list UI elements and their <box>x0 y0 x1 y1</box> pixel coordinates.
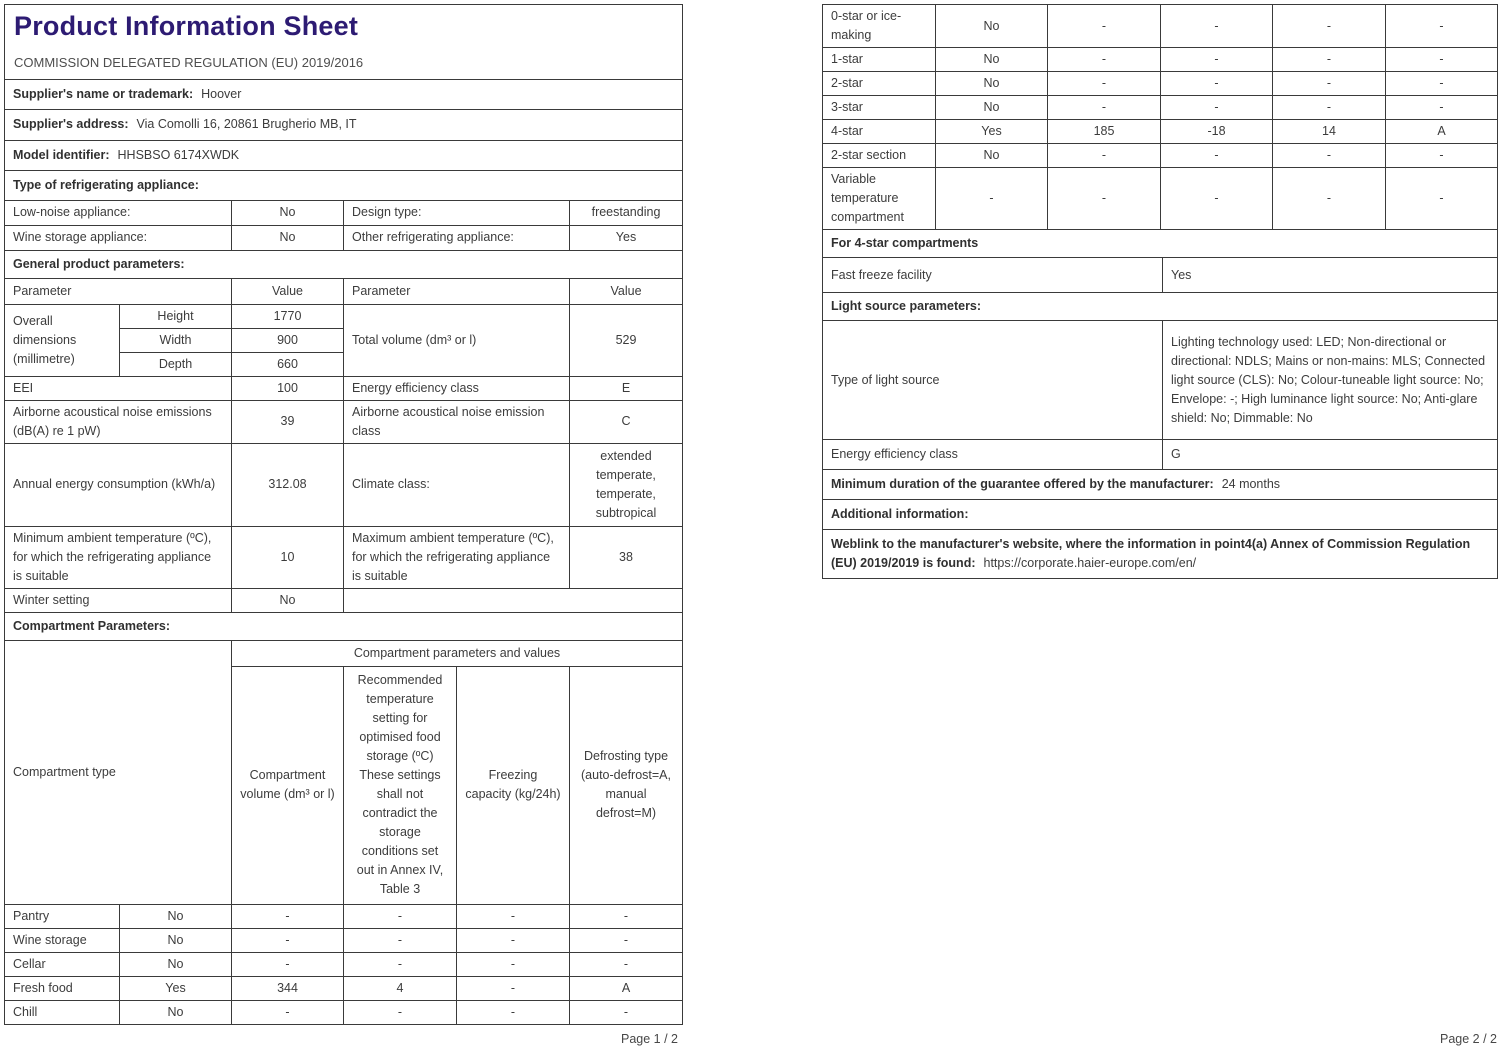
noise-class-label: Airborne acoustical noise emission class <box>344 400 570 443</box>
compartment-type-header: Compartment type <box>5 640 232 904</box>
star-defrost-cell: - <box>1386 72 1498 96</box>
other-appliance-value: Yes <box>570 225 683 250</box>
additional-info-header: Additional information: <box>823 500 1498 530</box>
star-type-cell: 2-star section <box>823 144 936 168</box>
light-source-value: Lighting technology used: LED; Non-directional or directional: NDLS; Mains or non-mains: MLS; Connected light source (CLS): No; Colour-tuneable light source: No; Envelope: -; High luminance light source: No; Anti-glare shield: No; Dimmable: No <box>1163 321 1498 440</box>
compartment-freezing-cell: - <box>457 928 570 952</box>
star-present-cell: No <box>936 144 1048 168</box>
compartment-defrost-cell: A <box>570 976 683 1000</box>
noise-class-value: C <box>570 400 683 443</box>
table-row <box>823 48 1498 72</box>
star-temperature-cell: - <box>1161 168 1273 230</box>
compartment-section-header: Compartment Parameters: <box>5 612 683 640</box>
star-type-cell: 3-star <box>823 96 936 120</box>
dimension-height-value: 1770 <box>232 304 344 328</box>
star-defrost-cell: A <box>1386 120 1498 144</box>
star-volume-cell: - <box>1048 96 1161 120</box>
column-header-value-2: Value <box>570 278 683 304</box>
star-volume-cell: - <box>1048 48 1161 72</box>
star-freezing-cell: - <box>1273 144 1386 168</box>
page-number-1: Page 1 / 2 <box>621 1032 678 1046</box>
table-row <box>823 72 1498 96</box>
winter-setting-label: Winter setting <box>5 588 232 612</box>
compartment-present-cell: No <box>120 952 232 976</box>
compartment-defrost-header: Defrosting type (auto-defrost=A, manual defrost=M) <box>570 666 683 904</box>
compartment-group-header: Compartment parameters and values <box>232 640 683 666</box>
dimension-depth-value: 660 <box>232 352 344 376</box>
star-type-cell: Variable temperature compartment <box>823 168 936 230</box>
supplier-address-label: Supplier's address: <box>13 117 129 132</box>
star-type-cell: 1-star <box>823 48 936 72</box>
compartment-freezing-header: Freezing capacity (kg/24h) <box>457 666 570 904</box>
compartment-temperature-cell: - <box>344 904 457 928</box>
compartment-volume-cell: 344 <box>232 976 344 1000</box>
compartment-temperature-cell: - <box>344 952 457 976</box>
star-freezing-cell: - <box>1273 168 1386 230</box>
climate-class-value: extended temperate, temperate, subtropical <box>570 443 683 526</box>
overall-dimensions-label: Overall dimensions (millimetre) <box>5 304 120 376</box>
compartment-freezing-cell: - <box>457 1000 570 1024</box>
star-freezing-cell: - <box>1273 5 1386 48</box>
column-header-parameter-2: Parameter <box>344 278 570 304</box>
compartment-freezing-cell: - <box>457 904 570 928</box>
compartment-volume-cell: - <box>232 1000 344 1024</box>
dimension-width-value: 900 <box>232 328 344 352</box>
table-row <box>823 120 1498 144</box>
dimension-depth-label: Depth <box>120 352 232 376</box>
star-temperature-cell: - <box>1161 48 1273 72</box>
supplier-name-row <box>5 79 683 109</box>
compartment-defrost-cell: - <box>570 952 683 976</box>
compartment-temperature-header: Recommended temperature setting for optimised food storage (ºC) These settings shall not contradict the storage conditions set out in Annex IV, Table 3 <box>344 666 457 904</box>
star-temperature-cell: - <box>1161 144 1273 168</box>
supplier-name-label: Supplier's name or trademark: <box>13 86 194 101</box>
guarantee-row <box>823 470 1498 500</box>
star-freezing-cell: - <box>1273 72 1386 96</box>
star-present-cell: - <box>936 168 1048 230</box>
product-sheet-page-2 <box>822 4 1497 579</box>
table-row <box>823 96 1498 120</box>
compartment-freezing-cell: - <box>457 976 570 1000</box>
column-header-value-1: Value <box>232 278 344 304</box>
weblink-label: Weblink to the manufacturer's website, where the information in point4(a) Annex of Commission Regulation (EU) 2019/2019 is found: <box>831 537 1471 570</box>
max-ambient-value: 38 <box>570 526 683 588</box>
compartment-defrost-cell: - <box>570 928 683 952</box>
wine-storage-appliance-label: Wine storage appliance: <box>5 225 232 250</box>
compartment-type-cell: Cellar <box>5 952 120 976</box>
winter-setting-empty-cell <box>344 588 683 612</box>
weblink-url[interactable]: https://corporate.haier-europe.com/en/ <box>983 556 1197 570</box>
star-defrost-cell: - <box>1386 48 1498 72</box>
page-number-2: Page 2 / 2 <box>1440 1032 1497 1046</box>
table-row <box>5 904 683 928</box>
compartment-defrost-cell: - <box>570 904 683 928</box>
min-ambient-value: 10 <box>232 526 344 588</box>
document-header <box>5 5 683 80</box>
star-present-cell: No <box>936 96 1048 120</box>
compartment-volume-cell: - <box>232 928 344 952</box>
noise-emissions-label: Airborne acoustical noise emissions (dB(A) re 1 pW) <box>5 400 232 443</box>
star-type-cell: 2-star <box>823 72 936 96</box>
type-section-header: Type of refrigerating appliance: <box>5 170 683 200</box>
star-present-cell: No <box>936 48 1048 72</box>
compartment-type-cell: Fresh food <box>5 976 120 1000</box>
star-temperature-cell: - <box>1161 72 1273 96</box>
low-noise-label: Low-noise appliance: <box>5 200 232 225</box>
star-defrost-cell: - <box>1386 168 1498 230</box>
compartment-type-cell: Wine storage <box>5 928 120 952</box>
guarantee-value: 24 months <box>1221 477 1281 491</box>
product-sheet-page-1 <box>4 4 678 1025</box>
star-volume-cell: - <box>1048 72 1161 96</box>
star-present-cell: No <box>936 72 1048 96</box>
supplier-name-value: Hoover <box>201 86 242 101</box>
four-star-section-header: For 4-star compartments <box>823 230 1498 258</box>
table-row <box>5 976 683 1000</box>
compartment-present-cell: No <box>120 928 232 952</box>
annual-energy-label: Annual energy consumption (kWh/a) <box>5 443 232 526</box>
dimension-height-label: Height <box>120 304 232 328</box>
noise-emissions-value: 39 <box>232 400 344 443</box>
product-info-table <box>4 4 683 1025</box>
table-row <box>5 1000 683 1024</box>
star-defrost-cell: - <box>1386 144 1498 168</box>
dimension-width-label: Width <box>120 328 232 352</box>
star-type-cell: 4-star <box>823 120 936 144</box>
star-volume-cell: - <box>1048 144 1161 168</box>
weblink-row <box>823 530 1498 579</box>
total-volume-value: 529 <box>570 304 683 376</box>
guarantee-label: Minimum duration of the guarantee offered by the manufacturer: <box>831 477 1214 491</box>
total-volume-label: Total volume (dm³ or l) <box>344 304 570 376</box>
table-row <box>823 144 1498 168</box>
compartment-freezing-cell: - <box>457 952 570 976</box>
compartment-present-cell: Yes <box>120 976 232 1000</box>
compartment-volume-header: Compartment volume (dm³ or l) <box>232 666 344 904</box>
table-row <box>5 952 683 976</box>
table-row <box>823 5 1498 48</box>
compartment-temperature-cell: - <box>344 928 457 952</box>
wine-storage-appliance-value: No <box>232 225 344 250</box>
compartment-type-cell: Pantry <box>5 904 120 928</box>
star-volume-cell: - <box>1048 5 1161 48</box>
table-row <box>823 168 1498 230</box>
model-identifier-value: HHSBSO 6174XWDK <box>117 147 240 162</box>
star-type-cell: 0-star or ice-making <box>823 5 936 48</box>
compartment-temperature-cell: 4 <box>344 976 457 1000</box>
model-identifier-row <box>5 140 683 170</box>
table-row <box>5 928 683 952</box>
climate-class-label: Climate class: <box>344 443 570 526</box>
light-source-label: Type of light source <box>823 321 1163 440</box>
compartment-volume-cell: - <box>232 952 344 976</box>
winter-setting-value: No <box>232 588 344 612</box>
design-type-label: Design type: <box>344 200 570 225</box>
energy-class-label: Energy efficiency class <box>344 376 570 400</box>
light-energy-class-value: G <box>1163 440 1498 470</box>
star-freezing-cell: - <box>1273 48 1386 72</box>
energy-class-value: E <box>570 376 683 400</box>
eei-label: EEI <box>5 376 232 400</box>
light-source-table <box>822 257 1498 579</box>
low-noise-value: No <box>232 200 344 225</box>
fast-freeze-value: Yes <box>1163 258 1498 293</box>
star-freezing-cell: 14 <box>1273 120 1386 144</box>
fast-freeze-label: Fast freeze facility <box>823 258 1163 293</box>
compartment-temperature-cell: - <box>344 1000 457 1024</box>
design-type-value: freestanding <box>570 200 683 225</box>
general-section-header: General product parameters: <box>5 250 683 278</box>
star-defrost-cell: - <box>1386 5 1498 48</box>
star-present-cell: No <box>936 5 1048 48</box>
column-header-parameter-1: Parameter <box>5 278 232 304</box>
compartment-present-cell: No <box>120 904 232 928</box>
model-identifier-label: Model identifier: <box>13 147 110 162</box>
star-volume-cell: 185 <box>1048 120 1161 144</box>
page-title: Product Information Sheet <box>14 11 359 41</box>
light-section-header: Light source parameters: <box>823 293 1498 321</box>
star-present-cell: Yes <box>936 120 1048 144</box>
star-temperature-cell: -18 <box>1161 120 1273 144</box>
supplier-address-row <box>5 109 683 140</box>
eei-value: 100 <box>232 376 344 400</box>
supplier-address-value: Via Comolli 16, 20861 Brugherio MB, IT <box>136 117 357 132</box>
compartment-present-cell: No <box>120 1000 232 1024</box>
compartment-type-cell: Chill <box>5 1000 120 1024</box>
compartment-defrost-cell: - <box>570 1000 683 1024</box>
star-freezing-cell: - <box>1273 96 1386 120</box>
star-temperature-cell: - <box>1161 96 1273 120</box>
min-ambient-label: Minimum ambient temperature (ºC), for which the refrigerating appliance is suitable <box>5 526 232 588</box>
light-energy-class-label: Energy efficiency class <box>823 440 1163 470</box>
other-appliance-label: Other refrigerating appliance: <box>344 225 570 250</box>
star-volume-cell: - <box>1048 168 1161 230</box>
max-ambient-label: Maximum ambient temperature (ºC), for which the refrigerating appliance is suitable <box>344 526 570 588</box>
regulation-subtitle: COMMISSION DELEGATED REGULATION (EU) 2019/2016 <box>14 55 364 71</box>
star-temperature-cell: - <box>1161 5 1273 48</box>
annual-energy-value: 312.08 <box>232 443 344 526</box>
star-compartments-table <box>822 4 1498 258</box>
compartment-volume-cell: - <box>232 904 344 928</box>
star-defrost-cell: - <box>1386 96 1498 120</box>
